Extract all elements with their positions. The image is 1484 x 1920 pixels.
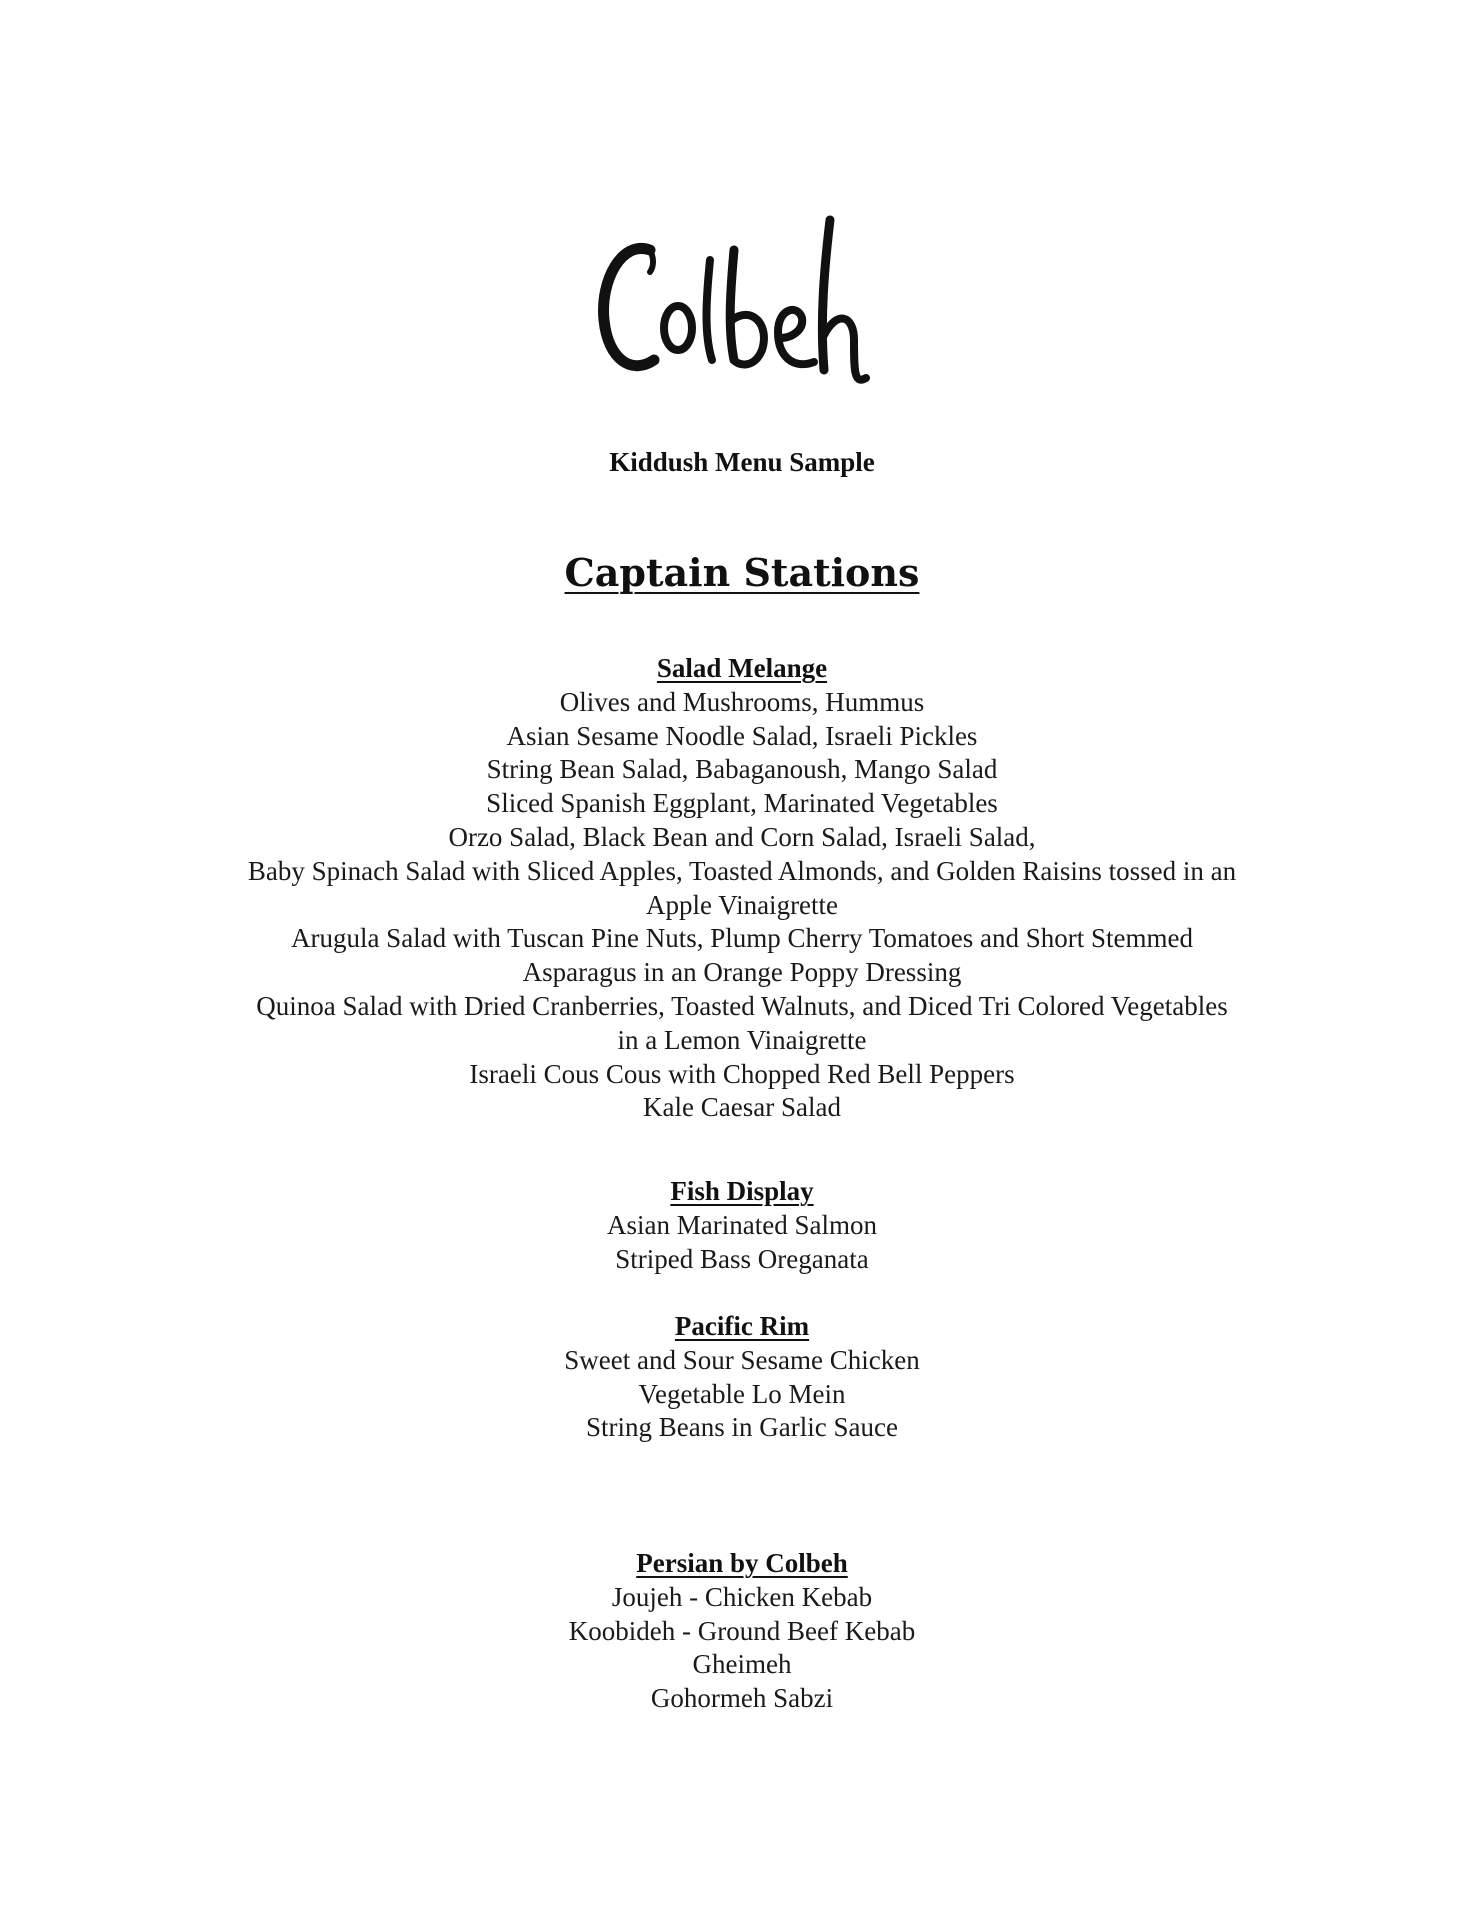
- menu-item: Orzo Salad, Black Bean and Corn Salad, Israeli Salad,: [448, 821, 1036, 852]
- menu-item: Sweet and Sour Sesame Chicken: [564, 1344, 920, 1375]
- menu-item: Striped Bass Oreganata: [615, 1243, 869, 1274]
- menu-section-salad-melange: [0, 652, 1484, 1125]
- page-title: Captain Stations: [564, 550, 920, 595]
- menu-item: Baby Spinach Salad with Sliced Apples, Toasted Almonds, and Golden Raisins tossed in an: [247, 855, 1237, 886]
- menu-item: Joujeh - Chicken Kebab: [611, 1581, 873, 1612]
- section-title: Persian by Colbeh: [636, 1548, 848, 1578]
- menu-item: Sliced Spanish Eggplant, Marinated Vegetables: [486, 788, 998, 819]
- menu-item: Kale Caesar Salad: [643, 1092, 841, 1123]
- menu-section-pacific-rim: [0, 1310, 1484, 1445]
- menu-item: in a Lemon Vinaigrette: [617, 1024, 867, 1055]
- menu-item: Olives and Mushrooms, Hummus: [559, 686, 925, 717]
- menu-section-fish-display: [0, 1175, 1484, 1276]
- menu-item: Quinoa Salad with Dried Cranberries, Toasted Walnuts, and Diced Tri Colored Vegetables: [256, 990, 1228, 1021]
- menu-item: Asparagus in an Orange Poppy Dressing: [522, 957, 962, 988]
- section-title: Salad Melange: [656, 653, 828, 683]
- menu-item: Gheimeh: [692, 1649, 792, 1680]
- menu-item: Apple Vinaigrette: [645, 889, 839, 920]
- menu-item: Israeli Cous Cous with Chopped Red Bell Peppers: [469, 1058, 1015, 1089]
- menu-item: Asian Marinated Salmon: [607, 1209, 877, 1240]
- section-title: Pacific Rim: [674, 1311, 810, 1341]
- colbeh-logo: [592, 210, 872, 410]
- menu-item: Vegetable Lo Mein: [638, 1378, 846, 1409]
- menu-subtitle: Kiddush Menu Sample: [609, 447, 875, 477]
- menu-item: Gohormeh Sabzi: [650, 1683, 834, 1714]
- menu-item: String Bean Salad, Babaganoush, Mango Salad: [486, 754, 998, 785]
- menu-section-persian-by-colbeh: [0, 1547, 1484, 1716]
- menu-item: Arugula Salad with Tuscan Pine Nuts, Plump Cherry Tomatoes and Short Stemmed: [290, 923, 1194, 954]
- colbeh-logo-graphic: [592, 210, 872, 410]
- menu-item: Koobideh - Ground Beef Kebab: [568, 1615, 916, 1646]
- section-title: Fish Display: [670, 1176, 814, 1206]
- menu-item: String Beans in Garlic Sauce: [586, 1412, 898, 1443]
- menu-item: Asian Sesame Noodle Salad, Israeli Pickles: [506, 720, 978, 751]
